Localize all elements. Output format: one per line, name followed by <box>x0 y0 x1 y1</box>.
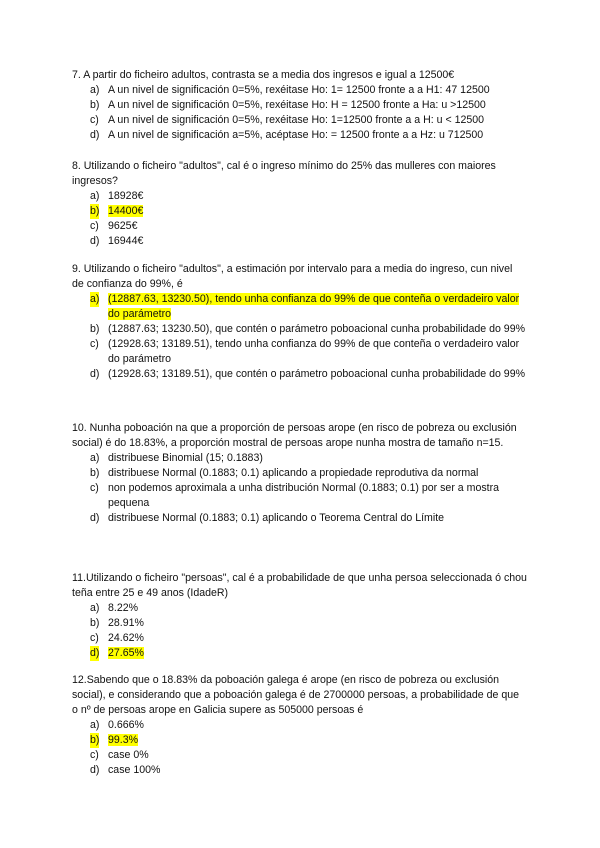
question-stem: 8. Utilizando o ficheiro "adultos", cal é o ingreso mínimo do 25% das mulleres con maiores ingresos? <box>72 160 496 187</box>
option-text: (12887.63, 13230.50), tendo unha confianza do 99% de que conteña o verdadeiro valor do parámetro <box>108 293 520 320</box>
answer-options <box>72 189 527 249</box>
option-item <box>90 98 527 113</box>
option-letter: a) <box>90 719 100 731</box>
option-item <box>90 451 527 466</box>
option-item <box>90 189 527 204</box>
question-stem: 11.Utilizando o ficheiro "persoas", cal é a probabilidade de que unha persoa seleccionada ó chou teña entre 25 e 49 anos (IdadeR) <box>72 572 527 599</box>
option-letter: c) <box>90 632 99 644</box>
option-text: (12928.63; 13189.51), tendo unha confianza do 99% de que conteña o verdadeiro valor do parámetro <box>108 338 520 365</box>
option-letter: c) <box>90 482 99 494</box>
option-text: A un nivel de significación 0=5%, rexéitase Ho: 1= 12500 fronte a a H1: 47 12500 <box>108 84 490 96</box>
question-10 <box>72 421 527 526</box>
option-text: case 0% <box>108 749 149 761</box>
option-letter: d) <box>90 512 100 524</box>
option-text: 0.666% <box>108 719 144 731</box>
option-item <box>90 322 527 337</box>
option-text: (12887.63; 13230.50), que contén o parámetro poboacional cunha probabilidade do 99% <box>108 323 526 335</box>
option-letter: b) <box>90 467 100 479</box>
option-text: (12928.63; 13189.51), que contén o parámetro poboacional cunha probabilidade do 99% <box>108 368 526 380</box>
option-item <box>90 113 527 128</box>
option-text: non podemos aproximala a unha distribución Normal (0.1883; 0.1) por ser a mostra pequena <box>108 482 499 509</box>
question-stem: 12.Sabendo que o 18.83% da poboación galega é arope (en risco de pobreza ou exclusión social), e considerando que a poboación galega é de 2700000 persoas, a probabilidade de que o nº de persoas arope en Galicia supere as 505000 persoas é <box>72 674 520 716</box>
option-text: 99.3% <box>108 734 139 746</box>
option-item <box>90 83 527 98</box>
option-letter: d) <box>90 235 100 247</box>
option-text: 9625€ <box>108 220 138 232</box>
option-letter: a) <box>90 84 100 96</box>
option-text: A un nivel de significación 0=5%, rexéitase Ho: 1=12500 fronte a a H: u < 12500 <box>108 114 485 126</box>
option-item <box>90 601 527 616</box>
question-11 <box>72 571 527 661</box>
question-9 <box>72 262 527 382</box>
option-letter: a) <box>90 190 100 202</box>
option-item <box>90 646 527 661</box>
answer-options <box>72 718 527 778</box>
option-text: A un nivel de significación a=5%, acéptase Ho: = 12500 fronte a a Hz: u 712500 <box>108 129 484 141</box>
option-letter: b) <box>90 617 100 629</box>
option-letter: c) <box>90 220 99 232</box>
option-item <box>90 616 527 631</box>
option-letter: b) <box>90 205 100 217</box>
option-text: 18928€ <box>108 190 144 202</box>
option-letter: a) <box>90 293 100 305</box>
option-text: A un nivel de significación 0=5%, rexéitase Ho: H = 12500 fronte a Ha: u >12500 <box>108 99 486 111</box>
answer-options <box>72 292 527 382</box>
option-letter: b) <box>90 734 100 746</box>
option-item <box>90 733 527 748</box>
answer-options <box>72 83 527 143</box>
option-item <box>90 511 527 526</box>
question-stem: 9. Utilizando o ficheiro "adultos", a estimación por intervalo para a media do ingreso, cun nivel de confianza do 99%, é <box>72 263 513 290</box>
option-item <box>90 748 527 763</box>
option-letter: b) <box>90 99 100 111</box>
option-text: 27.65% <box>108 647 144 659</box>
option-text: case 100% <box>108 764 161 776</box>
option-text: 28.91% <box>108 617 144 629</box>
option-item <box>90 718 527 733</box>
option-letter: c) <box>90 749 99 761</box>
option-item <box>90 337 527 367</box>
option-letter: d) <box>90 764 100 776</box>
option-letter: d) <box>90 647 100 659</box>
option-item <box>90 204 527 219</box>
option-item <box>90 219 527 234</box>
option-item <box>90 466 527 481</box>
option-letter: c) <box>90 114 99 126</box>
question-stem: 7. A partir do ficheiro adultos, contrasta se a media dos ingresos e igual a 12500€ <box>72 69 455 81</box>
option-text: distribuese Normal (0.1883; 0.1) aplicando o Teorema Central do Límite <box>108 512 445 524</box>
option-text: 24.62% <box>108 632 144 644</box>
option-letter: d) <box>90 368 100 380</box>
option-text: 8.22% <box>108 602 139 614</box>
option-letter: b) <box>90 323 100 335</box>
option-item <box>90 234 527 249</box>
option-letter: a) <box>90 602 100 614</box>
answer-options <box>72 601 527 661</box>
answer-options <box>72 451 527 526</box>
option-text: distribuese Normal (0.1883; 0.1) aplicando a propiedade reprodutiva da normal <box>108 467 479 479</box>
option-letter: c) <box>90 338 99 350</box>
option-text: 16944€ <box>108 235 144 247</box>
option-item <box>90 481 527 511</box>
option-item <box>90 367 527 382</box>
option-item <box>90 292 527 322</box>
option-letter: d) <box>90 129 100 141</box>
question-8 <box>72 159 527 249</box>
question-stem: 10. Nunha poboación na que a proporción de persoas arope (en risco de pobreza ou exclusión social) é do 18.83%, a proporción mostral de persoas arope nunha mostra de tamaño n=15. <box>72 422 517 449</box>
option-text: 14400€ <box>108 205 144 217</box>
option-text: distribuese Binomial (15; 0.1883) <box>108 452 263 464</box>
option-item <box>90 763 527 778</box>
question-12 <box>72 673 527 778</box>
question-7 <box>72 68 527 143</box>
option-letter: a) <box>90 452 100 464</box>
option-item <box>90 128 527 143</box>
option-item <box>90 631 527 646</box>
